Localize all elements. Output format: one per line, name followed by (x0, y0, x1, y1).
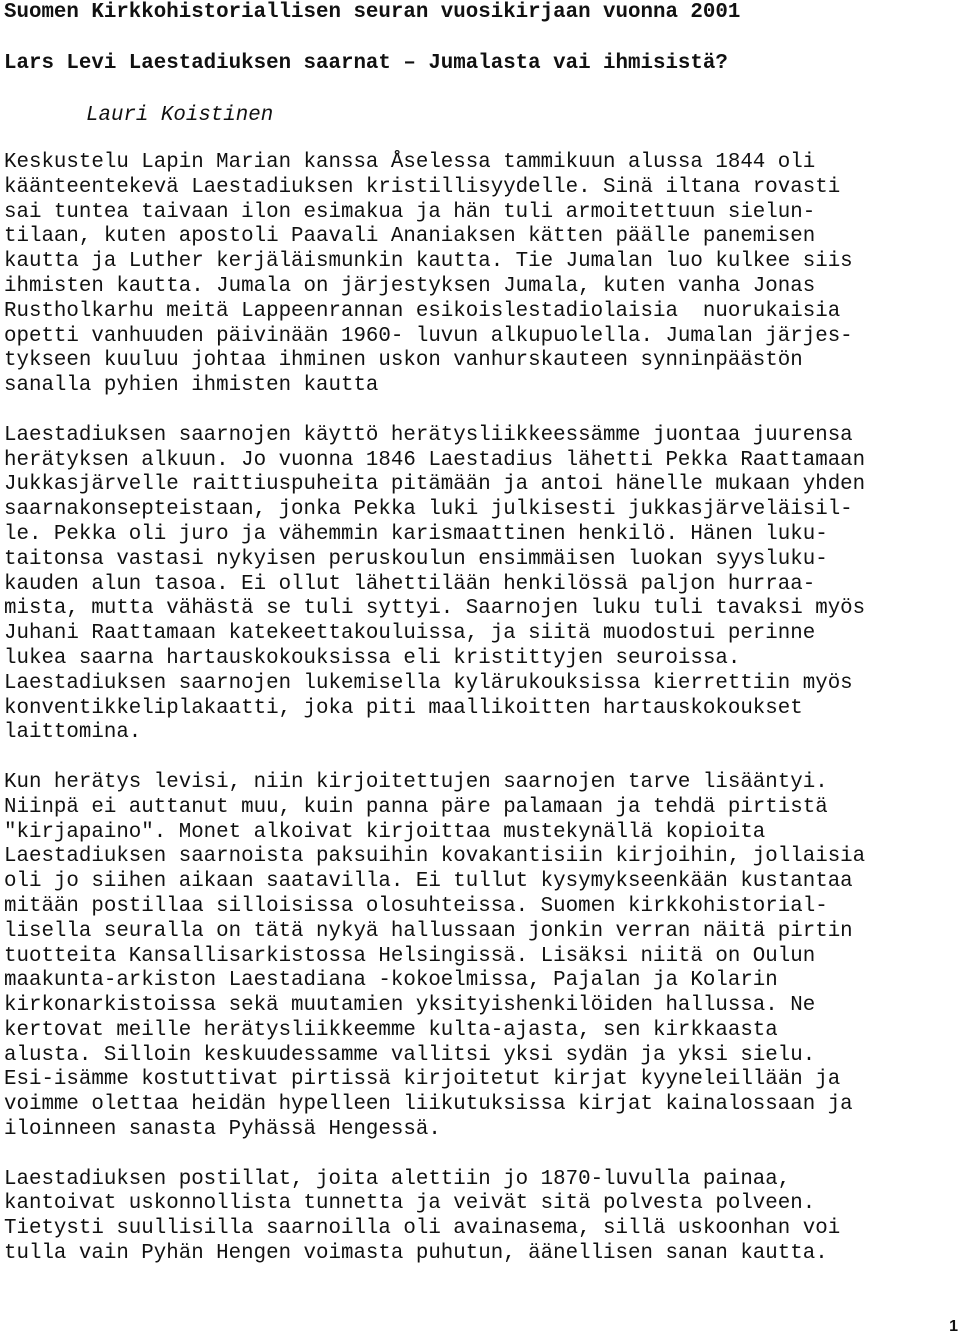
paragraph (4, 771, 956, 1143)
text-line: Esi-isämme kostuttivat pirtissä kirjoitetut kirjat kyyneleillään ja (4, 1068, 841, 1092)
text-line: Laestadiuksen postillat, joita alettiin jo 1870-luvulla painaa, (4, 1167, 791, 1191)
page-number: 1 (949, 1318, 958, 1335)
text-line: Keskustelu Lapin Marian kanssa Åselessa tammikuun alussa 1844 oli (4, 151, 816, 174)
text-line: tulla vain Pyhän Hengen voimasta puhutun, äänellisen sanan kautta. (4, 1242, 828, 1266)
paragraph (4, 424, 956, 746)
text-line: Niinpä ei auttanut muu, kuin panna päre palamaan ja tehdä pirtistä (4, 795, 828, 819)
text-line: kautta ja Luther kerjäläismunkin kautta. Tie Jumalan luo kulkee siis (4, 250, 853, 274)
text-line: Jukkasjärvelle raittiuspuheita pitämään ja antoi hänelle mukaan yhden (4, 473, 866, 497)
text-line: mitään postillaa silloisissa olosuhteissa. Suomen kirkkohistorial- (4, 894, 828, 918)
text-line: "kirjapaino". Monet alkoivat kirjoittaa mustekynällä kopioita (4, 820, 766, 844)
text-line: kertovat meille herätysliikkeemme kulta-ajasta, sen kirkkaasta (4, 1018, 778, 1042)
text-line: le. Pekka oli juro ja vähemmin karismaattinen henkilö. Hänen luku- (4, 522, 828, 546)
paragraph (4, 1168, 956, 1267)
text-line: kantoivat uskonnollista tunnetta ja veivät sitä polvesta polveen. (4, 1192, 816, 1216)
text-line: käänteentekevä Laestadiuksen kristillisyydelle. Sinä iltana rovasti (4, 175, 841, 199)
text-line: alusta. Silloin keskuudessamme vallitsi yksi sydän ja yksi sielu. (4, 1043, 816, 1067)
text-line: mista, mutta vähästä se tuli syttyi. Saarnojen luku tuli tavaksi myös (4, 597, 866, 621)
text-line: laittomina. (4, 721, 142, 745)
text-line: Juhani Raattamaan katekeettakouluissa, ja siitä muodostui perinne (4, 622, 816, 646)
text-line: Laestadiuksen saarnoista paksuihin kovakantisiin kirjoihin, jollaisia (4, 845, 866, 869)
text-line: voimme olettaa heidän hypelleen liikutuksissa kirjat kainalossaan ja (4, 1093, 853, 1117)
text-line: Laestadiuksen saarnojen lukemisella kylärukouksissa kierrettiin myös (4, 671, 853, 695)
text-line: lisella seuralla on tätä nykyä hallussaan jonkin verran näitä pirtin (4, 919, 853, 943)
text-line: Rustholkarhu meitä Lappeenrannan esikoislestadiolaisia nuorukaisia (4, 299, 841, 323)
text-line: tykseen kuuluu johtaa ihminen uskon vanhurskauteen synninpäästön (4, 349, 803, 373)
author-name: Lauri Koistinen (86, 104, 274, 127)
text-line: sai tuntea taivaan ilon esimakua ja hän tuli armoitettuun sielun- (4, 200, 816, 224)
text-line: herätyksen alkuun. Jo vuonna 1846 Laestadius lähetti Pekka Raattamaan (4, 448, 866, 472)
text-line: Kun herätys levisi, niin kirjoitettujen saarnojen tarve lisääntyi. (4, 770, 828, 794)
text-line: ihmisten kautta. Jumala on järjestyksen Jumala, kuten vanha Jonas (4, 274, 816, 298)
text-line: tilaan, kuten apostoli Paavali Ananiaksen kätten päälle panemisen (4, 225, 816, 249)
article-body (4, 151, 956, 1292)
text-line: Laestadiuksen saarnojen käyttö herätysliikkeessämme juontaa juurensa (4, 423, 853, 447)
text-line: taitonsa vastasi nykyisen peruskoulun ensimmäisen luokan syysluku- (4, 547, 828, 571)
text-line: maakunta-arkiston Laestadiana -kokoelmissa, Pajalan ja Kolarin (4, 969, 778, 993)
text-line: opetti vanhuuden päivinään 1960- luvun alkupuolella. Jumalan järjes- (4, 324, 853, 348)
text-line: kirkonarkistoissa sekä muutamien yksityishenkilöiden hallussa. Ne (4, 994, 816, 1018)
text-line: kauden alun tasoa. Ei ollut lähettilään henkilössä paljon hurraa- (4, 572, 816, 596)
text-line: iloinneen sanasta Pyhässä Hengessä. (4, 1118, 441, 1142)
paragraph (4, 151, 956, 399)
text-line: konventikkeliplakaatti, joka piti maallikoitten hartauskokoukset (4, 696, 803, 720)
publication-line: Suomen Kirkkohistoriallisen seuran vuosikirjaan vuonna 2001 (4, 1, 741, 24)
article-title: Lars Levi Laestadiuksen saarnat – Jumalasta vai ihmisistä? (4, 52, 728, 75)
text-line: sanalla pyhien ihmisten kautta (4, 374, 379, 398)
text-line: oli jo siihen aikaan saatavilla. Ei tullut kysymykseenkään kustantaa (4, 870, 853, 894)
text-line: lukea saarna hartauskokouksissa eli kristittyjen seuroissa. (4, 646, 741, 670)
text-line: Tietysti suullisilla saarnoilla oli avainasema, sillä uskoonhan voi (4, 1217, 841, 1241)
text-line: tuotteita Kansallisarkistossa Helsingissä. Lisäksi niitä on Oulun (4, 944, 816, 968)
text-line: saarnakonsepteistaan, jonka Pekka luki julkisesti jukkasjärveläisil- (4, 498, 853, 522)
